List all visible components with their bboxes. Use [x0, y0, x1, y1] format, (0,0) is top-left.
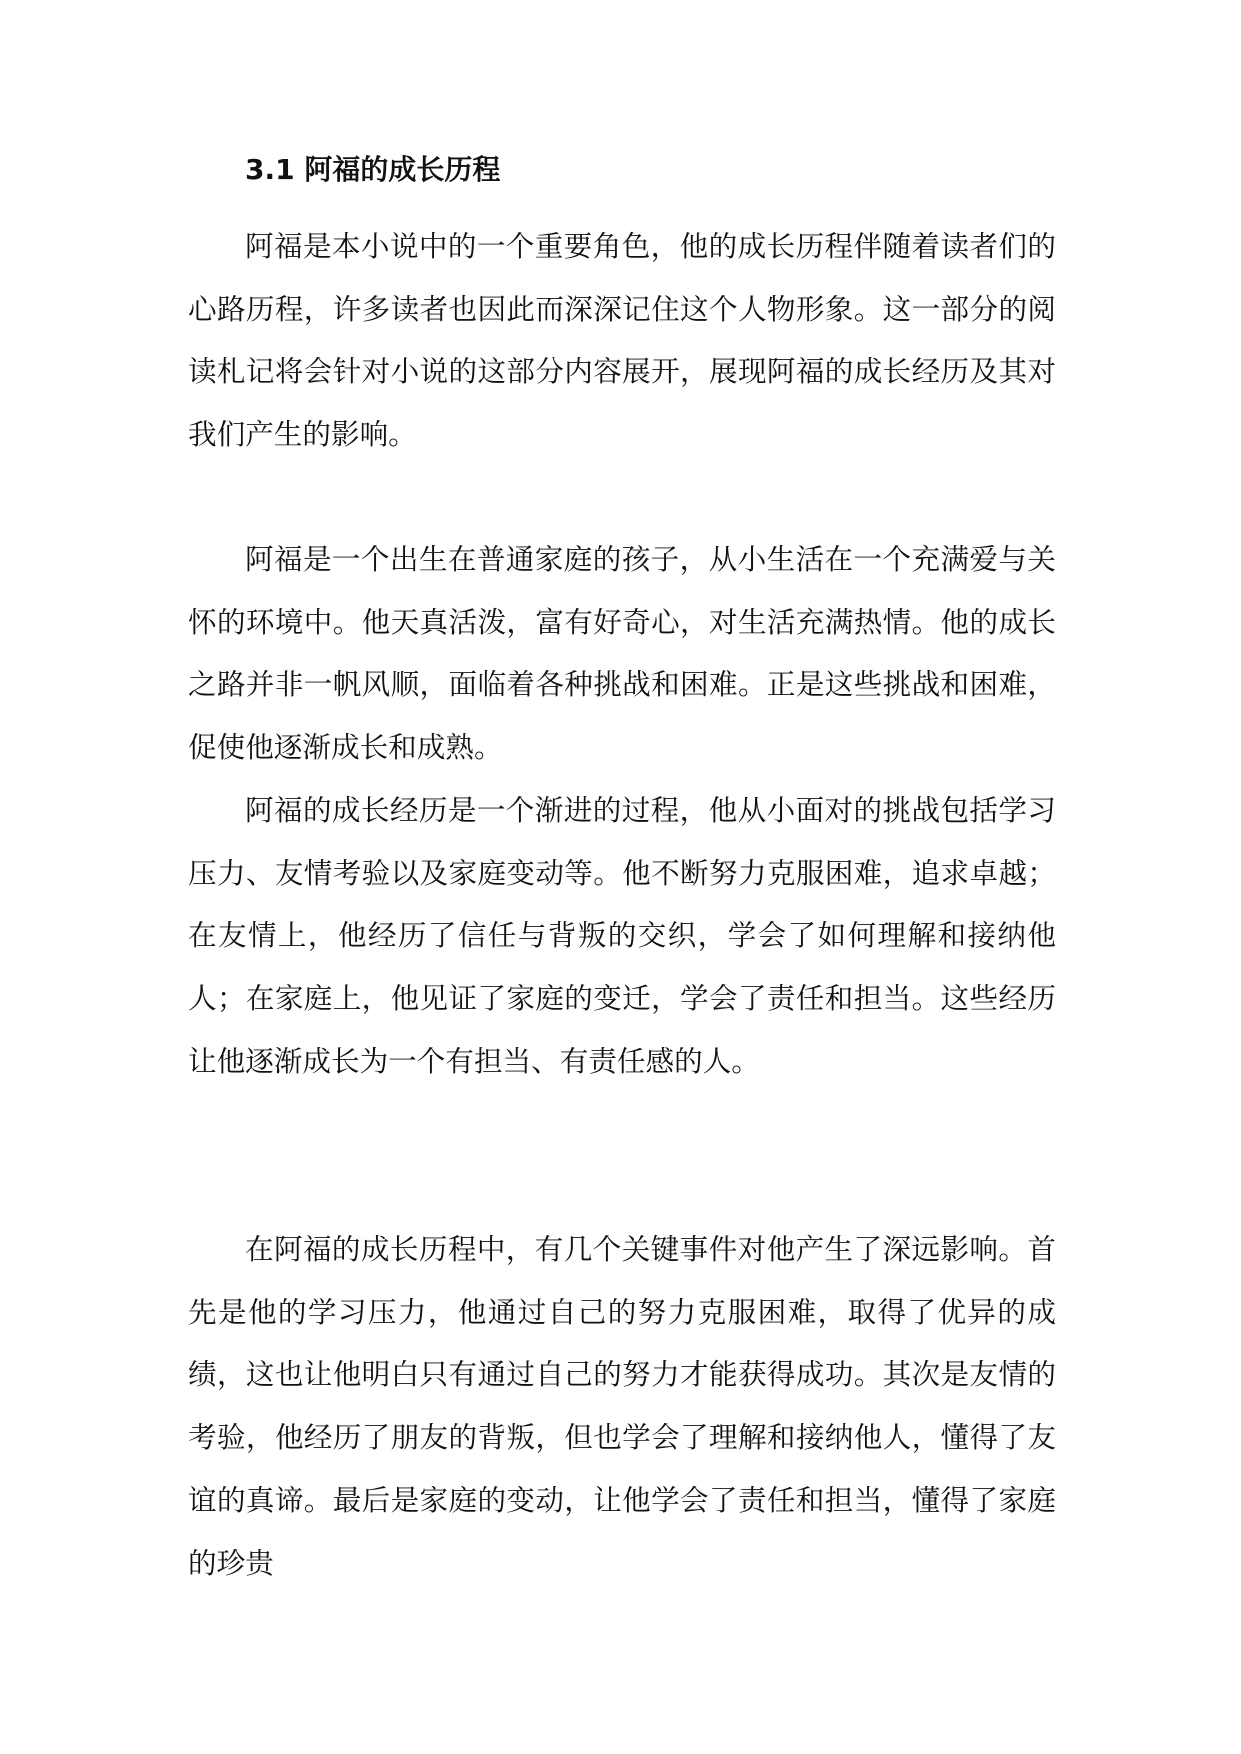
body-paragraph: 在阿福的成长历程中，有几个关键事件对他产生了深远影响。首先是他的学习压力，他通过自己的努力克服困难，取得了优异的成绩，这也让他明白只有通过自己的努力才能获得成功。其次是友情的考验，他经历了朋友的背叛，但也学会了理解和接纳他人，懂得了友谊的真谛。最后是家庭的变动，让他学会了责任和担当，懂得了家庭的珍贵	[188, 1232, 1056, 1580]
body-paragraph: 阿福是一个出生在普通家庭的孩子，从小生活在一个充满爱与关怀的环境中。他天真活泼，富有好奇心，对生活充满热情。他的成长之路并非一帆风顺，面临着各种挑战和困难。正是这些挑战和困难，促使他逐渐成长和成熟。	[188, 542, 1056, 765]
body-paragraph: 阿福的成长经历是一个渐进的过程，他从小面对的挑战包括学习压力、友情考验以及家庭变动等。他不断努力克服困难，追求卓越；在友情上，他经历了信任与背叛的交织，学会了如何理解和接纳他人；在家庭上，他见证了家庭的变迁，学会了责任和担当。这些经历让他逐渐成长为一个有担当、有责任感的人。	[188, 793, 1056, 1078]
body-paragraph: 阿福是本小说中的一个重要角色，他的成长历程伴随着读者们的心路历程，许多读者也因此而深深记住这个人物形象。这一部分的阅读札记将会针对小说的这部分内容展开，展现阿福的成长经历及其对我们产生的影响。	[188, 229, 1056, 452]
section-heading: 3.1 阿福的成长历程	[245, 153, 501, 186]
